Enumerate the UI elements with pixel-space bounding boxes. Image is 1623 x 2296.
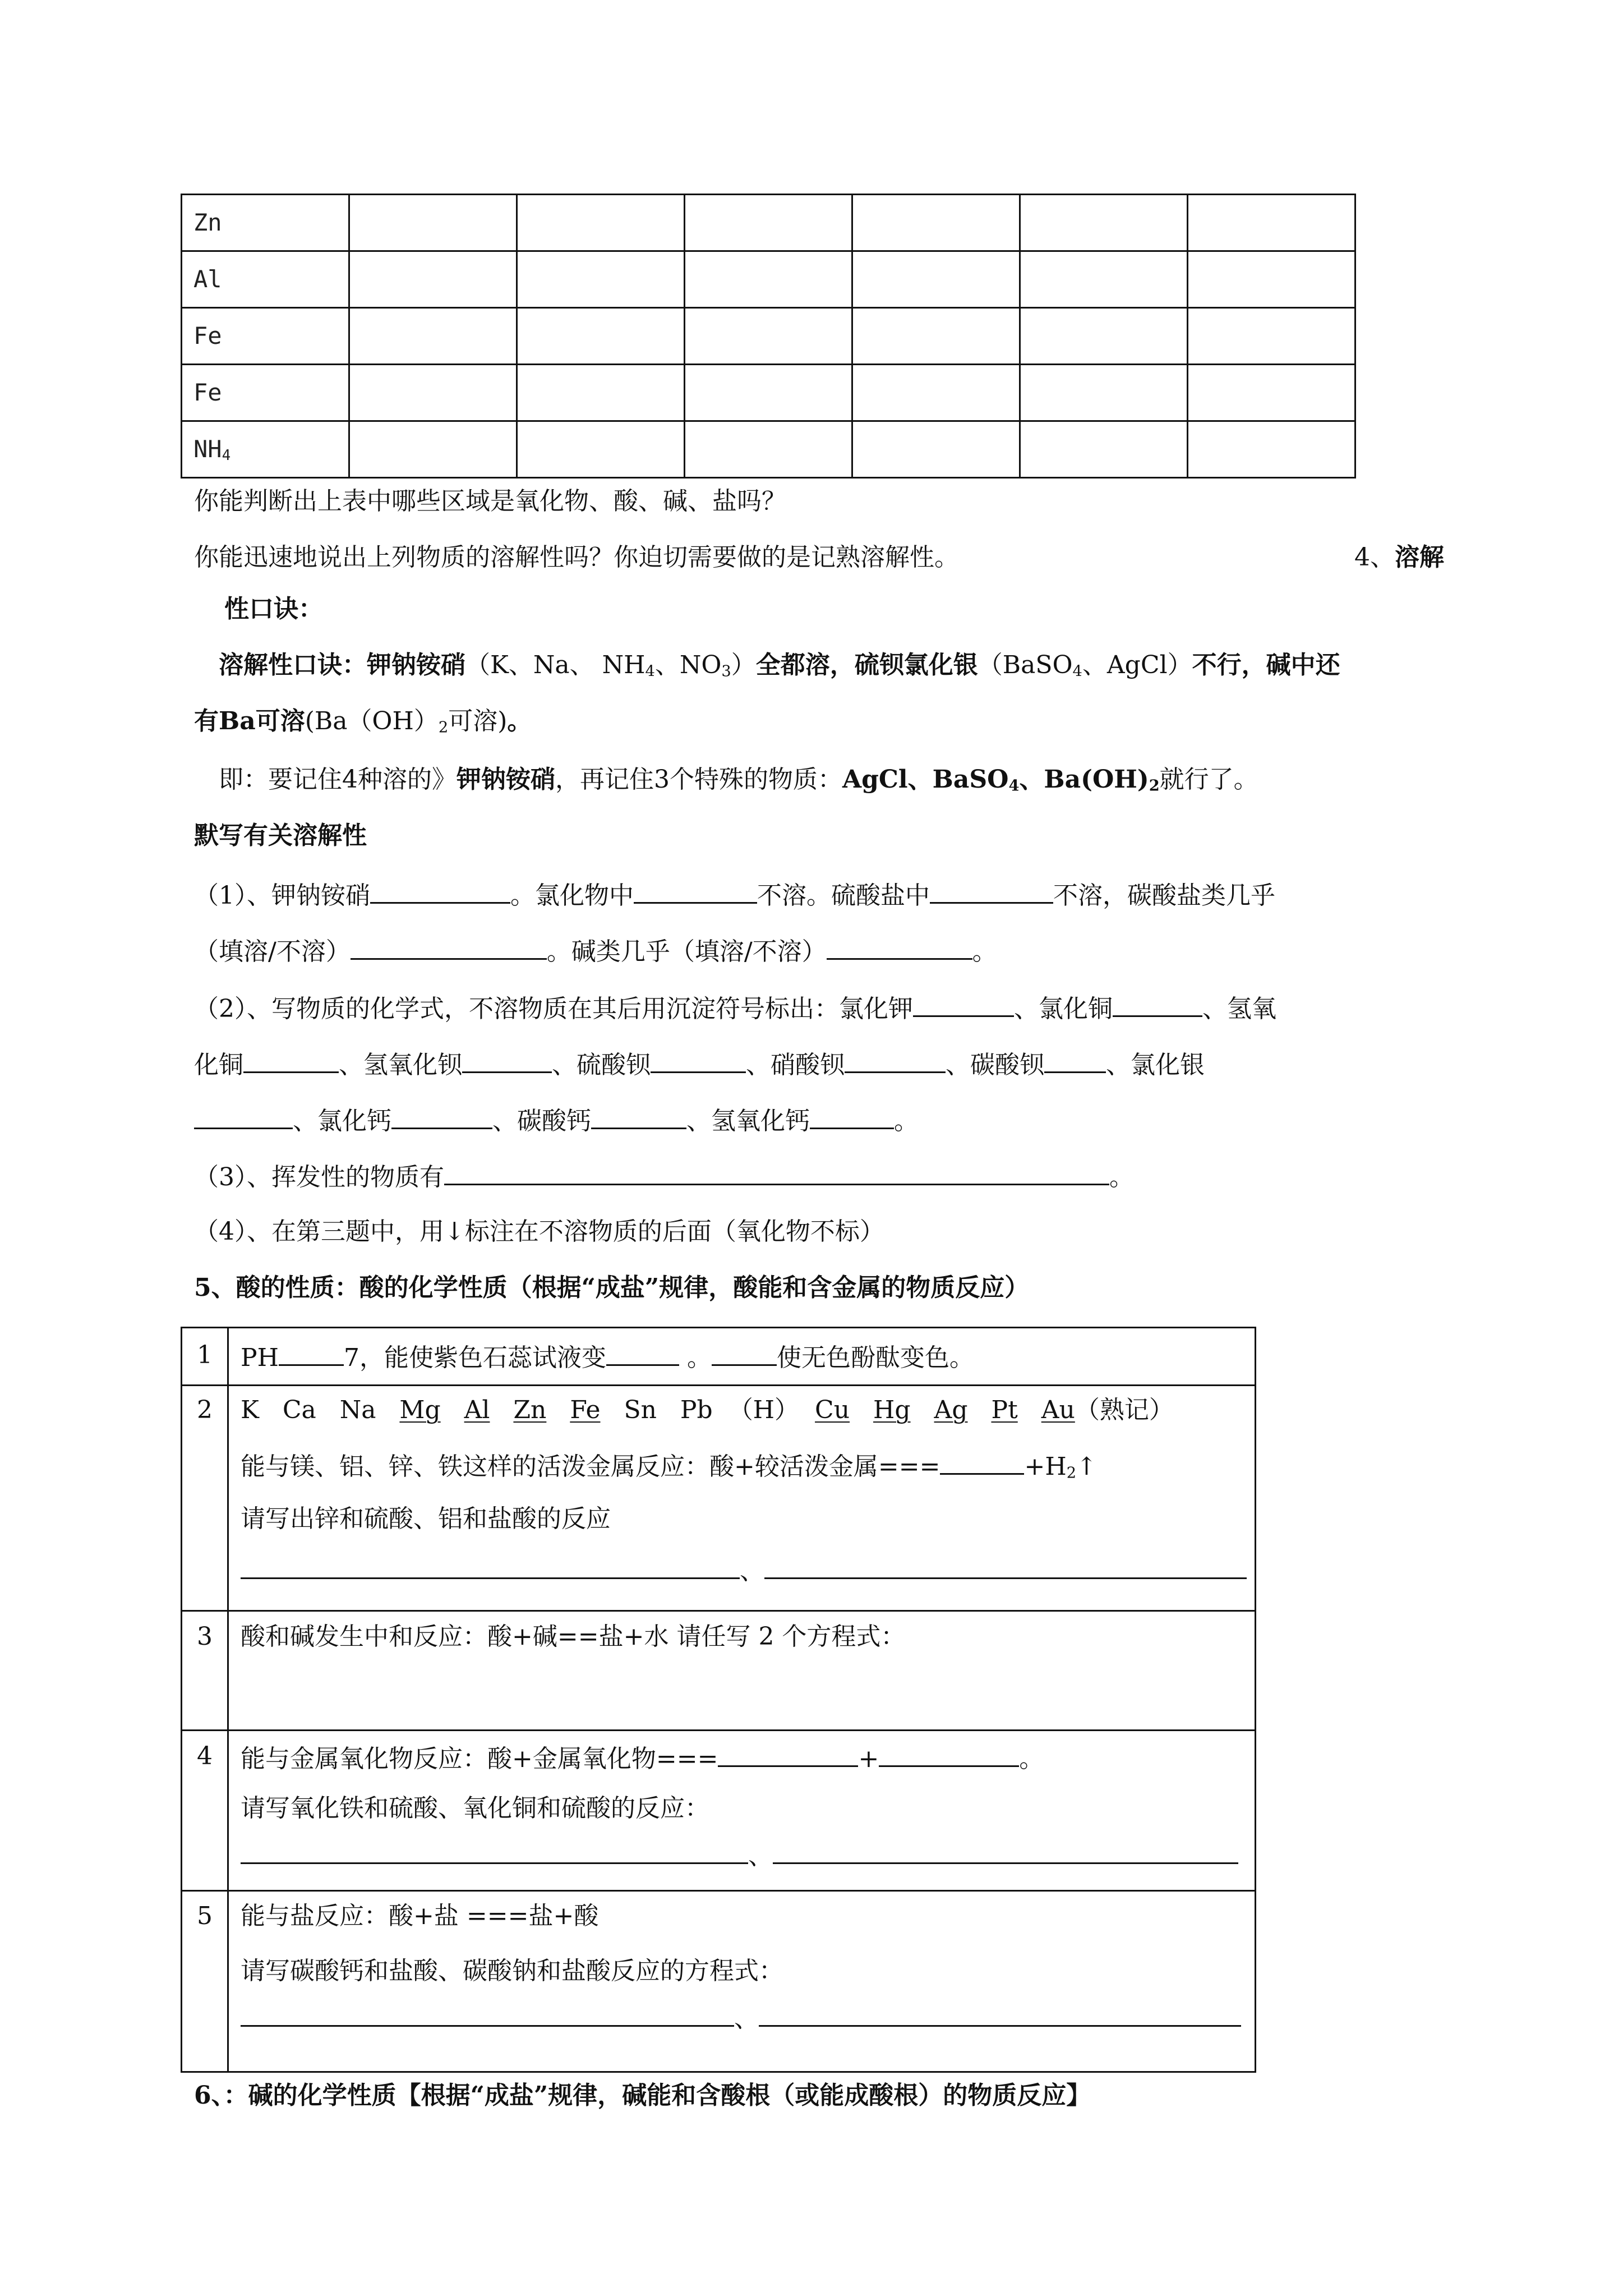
answer-blank[interactable] — [243, 1048, 339, 1073]
mnemonic-line-1: 溶解性口诀：钾钠铵硝（K、Na、 $NH_4$、$NO_3$）全都溶，硫钡氯化银（BaSO$_4$、AgCl）不行，碱中还 — [219, 651, 1340, 680]
section5-title: 5、酸的性质：酸的化学性质（根据“成盐”规律，酸能和含金属的物质反应） — [194, 1273, 1030, 1302]
acid-base-reaction: 酸和碱发生中和反应：酸+碱==盐+水 请任写 2 个方程式： — [241, 1622, 906, 1651]
dictation-line-6: （3）、挥发性的物质有 。 — [194, 1160, 1134, 1193]
row-label: $NH_4$ — [182, 421, 349, 478]
table-row — [182, 251, 1355, 308]
acid-oxide-prompt: 请写氧化铁和硫酸、氧化铜和硫酸的反应： — [241, 1794, 709, 1823]
answer-blank[interactable] — [241, 2001, 734, 2027]
row-number: 2 — [197, 1396, 213, 1424]
row-label: Fe — [182, 365, 349, 421]
answer-blank[interactable] — [1044, 1048, 1106, 1073]
ion-table — [181, 194, 1356, 478]
acid-oxide-answers: 、 — [241, 1839, 1238, 1871]
answer-blank[interactable] — [845, 1048, 946, 1073]
acid-metal-reaction: 能与镁、铝、锌、铁这样的活泼金属反应：酸+较活泼金属=== $+H_2↑$ — [241, 1450, 1097, 1482]
dictation-line-1: （1）、钾钠铵硝 。氯化物中 不溶。硫酸盐中 不溶，碳酸盐类几乎 — [194, 878, 1275, 911]
table-row — [182, 365, 1355, 421]
acid-properties-table — [181, 1327, 1256, 2073]
answer-blank[interactable] — [1113, 992, 1202, 1017]
row-label: Zn — [182, 195, 349, 251]
answer-blank[interactable] — [444, 1160, 1109, 1185]
acid-salt-prompt: 请写碳酸钙和盐酸、碳酸钠和盐酸反应的方程式： — [241, 1957, 783, 1985]
section6-title: 6、：碱的化学性质【根据“成盐”规律，碱能和含酸根（或能成酸根）的物质反应】 — [194, 2081, 1091, 2110]
answer-blank[interactable] — [759, 2001, 1241, 2027]
answer-blank[interactable] — [940, 1450, 1024, 1475]
answer-blank[interactable] — [810, 1104, 894, 1129]
question-regions: 你能判断出上表中哪些区域是氧化物、酸、碱、盐吗？ — [194, 487, 786, 516]
table-row — [182, 195, 1355, 251]
acid-metal-answers: 、 — [241, 1554, 1247, 1586]
answer-blank[interactable] — [370, 878, 510, 904]
acid-salt-answers: 、 — [241, 2001, 1241, 2034]
dictation-line-5: 、氯化钙 、碳酸钙 、氢氧化钙 。 — [194, 1104, 919, 1137]
dictation-line-3: （2）、写物质的化学式，不溶物质在其后用沉淀符号标出：氯化钾 、氯化铜 、氢氧 — [194, 992, 1276, 1024]
row-label: Al — [182, 251, 349, 308]
answer-blank[interactable] — [651, 1048, 746, 1073]
row-label: Fe — [182, 308, 349, 365]
row-number: 1 — [197, 1341, 213, 1369]
answer-blank[interactable] — [879, 1742, 1019, 1767]
acid-salt-reaction: 能与盐反应：酸+盐 ===盐+酸 — [241, 1902, 599, 1930]
answer-blank[interactable] — [913, 992, 1014, 1017]
answer-blank[interactable] — [591, 1104, 686, 1129]
answer-blank[interactable] — [827, 935, 972, 960]
dictation-title: 默写有关溶解性 — [194, 821, 367, 850]
question-solubility: 你能迅速地说出上列物质的溶解性吗？你迫切需要做的是记熟溶解性。 — [194, 543, 959, 572]
section4-heading-b: 性口诀： — [224, 595, 323, 623]
answer-blank[interactable] — [930, 878, 1053, 904]
answer-blank[interactable] — [351, 935, 547, 960]
answer-blank[interactable] — [462, 1048, 552, 1073]
answer-blank[interactable] — [241, 1554, 740, 1579]
answer-blank[interactable] — [718, 1742, 858, 1767]
acid-metal-prompt: 请写出锌和硫酸、铝和盐酸的反应 — [241, 1504, 611, 1533]
answer-blank[interactable] — [764, 1554, 1247, 1579]
table-row — [182, 308, 1355, 365]
row-number: 5 — [197, 1902, 213, 1930]
answer-blank[interactable] — [279, 1341, 344, 1366]
acid-oxide-reaction: 能与金属氧化物反应：酸+金属氧化物=== + 。 — [241, 1742, 1044, 1774]
row-number: 3 — [197, 1622, 213, 1651]
dictation-line-4: 化铜 、氢氧化钡 、硫酸钡 、硝酸钡 、碳酸钡 、氯化银 — [194, 1048, 1205, 1080]
answer-blank[interactable] — [634, 878, 757, 904]
answer-blank[interactable] — [194, 1104, 293, 1129]
dictation-line-7: （4）、在第三题中，用↓标注在不溶物质的后面（氧化物不标） — [194, 1217, 884, 1246]
answer-blank[interactable] — [712, 1341, 777, 1366]
row-number: 4 — [197, 1742, 213, 1770]
dictation-line-2: （填溶/不溶） 。碱类几乎（填溶/不溶） 。 — [194, 935, 997, 967]
summary-line: 即：要记住4种溶的》钾钠铵硝，再记住3个特殊的物质：AgCl、BaSO$_4$、$Ba(OH)_2$就行了。 — [219, 765, 1258, 795]
mnemonic-line-2: 有Ba可溶($Ba(OH)_2$可溶)。 — [194, 707, 532, 737]
answer-blank[interactable] — [391, 1104, 492, 1129]
answer-blank[interactable] — [606, 1341, 679, 1366]
section4-heading-a: 4、溶解 — [1354, 543, 1444, 572]
answer-blank[interactable] — [773, 1839, 1238, 1864]
table-row — [182, 421, 1355, 478]
acid-row-1: PH 7，能使紫色石蕊试液变 。 使无色酚酞变色。 — [241, 1341, 974, 1373]
answer-blank[interactable] — [241, 1839, 748, 1864]
activity-series: K Ca Na Mg Al Zn Fe Sn Pb （H） Cu Hg Ag Pt Au（熟记） — [241, 1396, 1174, 1424]
